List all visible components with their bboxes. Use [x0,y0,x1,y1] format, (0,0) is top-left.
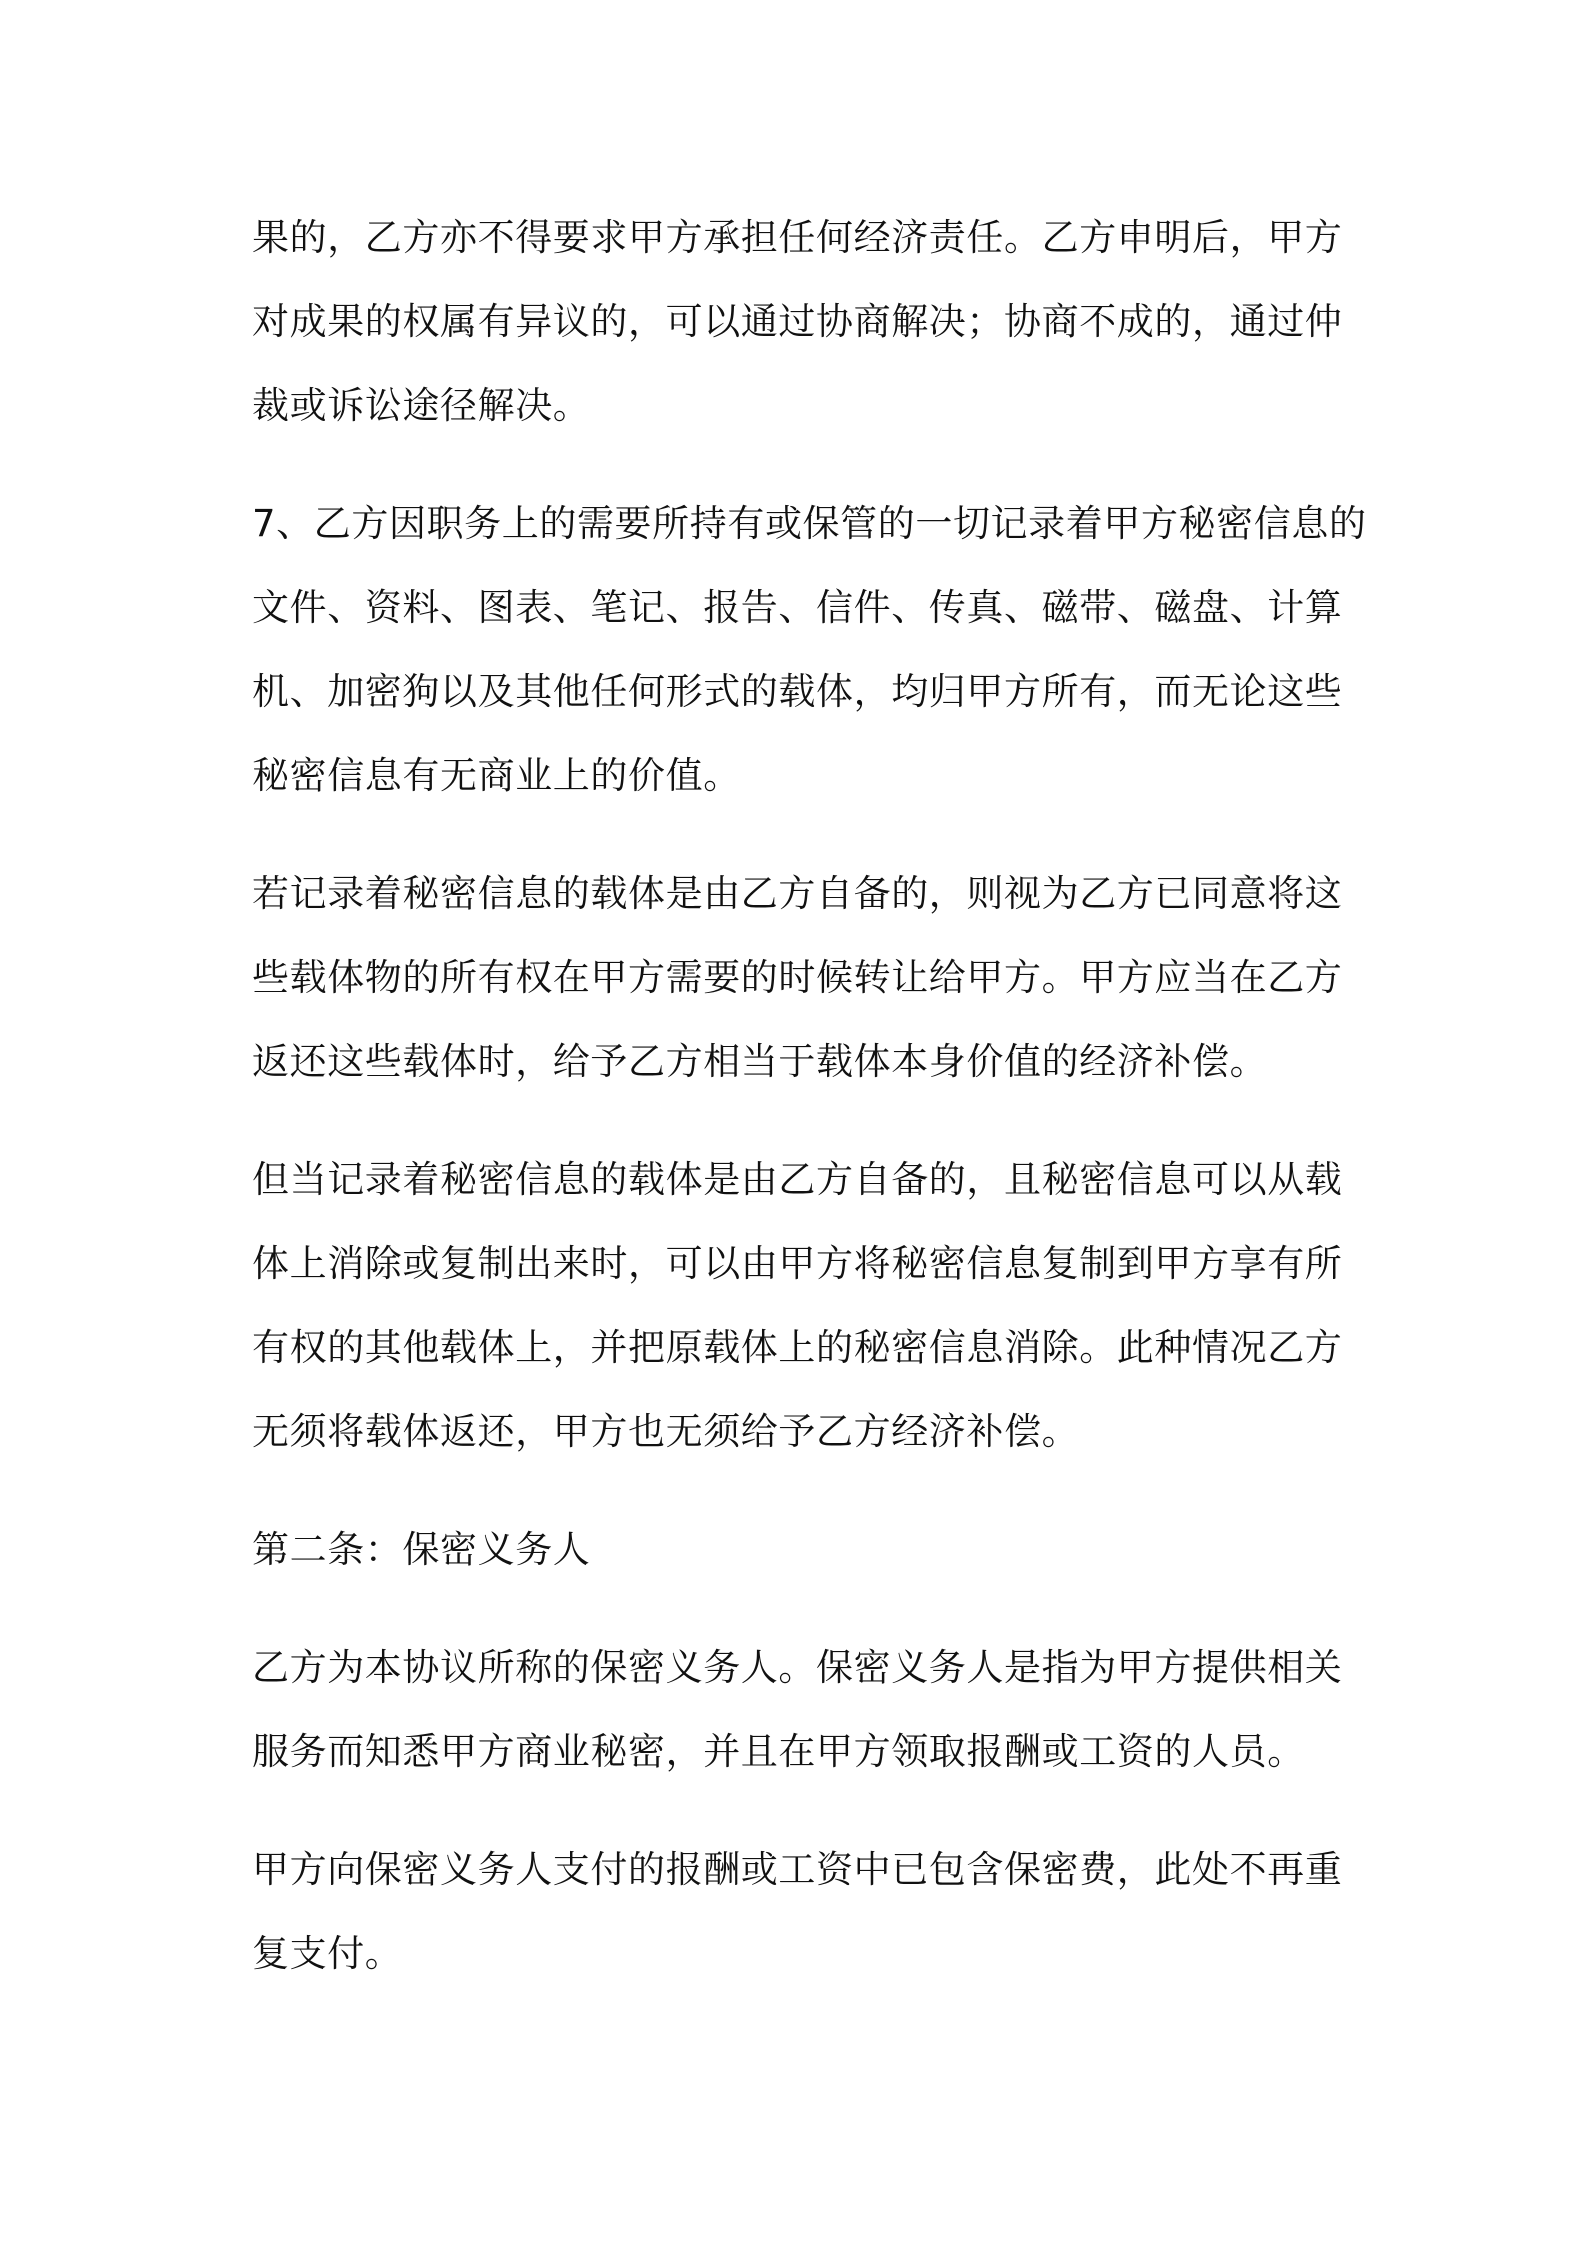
section-heading-article-2 [252,1508,1362,1592]
document-body [252,196,1367,2030]
text-line: 7、乙方因职务上的需要所持有或保管的一切记录着甲方秘密信息的 [252,502,1367,545]
text-line: 果的，乙方亦不得要求甲方承担任何经济责任。乙方申明后，甲方 [252,216,1343,259]
text-line: 乙方为本协议所称的保密义务人。保密义务人是指为甲方提供相关 [252,1646,1343,1689]
text-line: 些载体物的所有权在甲方需要的时候转让给甲方。甲方应当在乙方 [252,956,1343,999]
text-line: 有权的其他载体上，并把原载体上的秘密信息消除。此种情况乙方 [252,1326,1343,1369]
text-line: 服务而知悉甲方商业秘密，并且在甲方领取报酬或工资的人员。 [252,1730,1305,1773]
text-line: 若记录着秘密信息的载体是由乙方自备的，则视为乙方已同意将这 [252,872,1343,915]
text-line: 复支付。 [252,1932,403,1975]
text-line: 体上消除或复制出来时，可以由甲方将秘密信息复制到甲方享有所 [252,1242,1343,1285]
paragraph-results-ownership [252,196,1362,448]
paragraph-erasable-carriers [252,1138,1362,1474]
text-line: 但当记录着秘密信息的载体是由乙方自备的，且秘密信息可以从载 [252,1158,1343,1201]
text-line: 秘密信息有无商业上的价值。 [252,754,741,797]
text-line: 裁或诉讼途径解决。 [252,384,591,427]
text-line: 甲方向保密义务人支付的报酬或工资中已包含保密费，此处不再重 [252,1848,1343,1891]
text-line: 机、加密狗以及其他任何形式的载体，均归甲方所有，而无论这些 [252,670,1343,713]
paragraph-self-provided-carriers [252,852,1362,1104]
text-line: 返还这些载体时，给予乙方相当于载体本身价值的经济补偿。 [252,1040,1268,1083]
text-line: 无须将载体返还，甲方也无须给予乙方经济补偿。 [252,1410,1080,1453]
paragraph-clause-7-carriers [252,482,1367,818]
heading-line: 第二条：保密义务人 [252,1528,591,1571]
paragraph-confidentiality-obligor [252,1626,1362,1794]
text-line: 对成果的权属有异议的，可以通过协商解决；协商不成的，通过仲 [252,300,1343,343]
paragraph-confidentiality-fee [252,1828,1362,1996]
text-line: 文件、资料、图表、笔记、报告、信件、传真、磁带、磁盘、计算 [252,586,1343,629]
